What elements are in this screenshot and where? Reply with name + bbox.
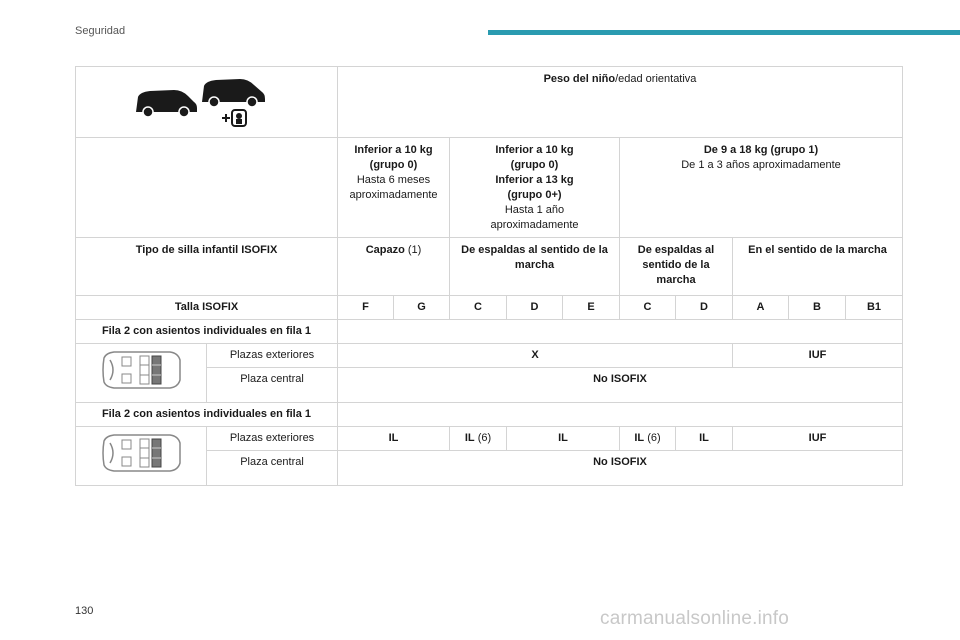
seat-layout-cell	[76, 427, 207, 486]
value-cell: IL	[507, 427, 620, 451]
value-cell: X	[338, 344, 733, 368]
size-cell: D	[507, 296, 563, 320]
group-b-cell: Inferior a 10 kg (grupo 0) Inferior a 13 kg (grupo 0+) Hasta 1 año aproximadamente	[450, 138, 620, 238]
van-silhouettes-with-child-seat-icon	[132, 72, 282, 128]
value-cell: IUF	[733, 344, 903, 368]
section-2-title: Fila 2 con asientos individuales en fila 1	[76, 403, 338, 427]
outer-seats-label: Plazas exteriores	[207, 427, 338, 451]
accent-bar	[488, 30, 960, 35]
size-cell: B1	[846, 296, 903, 320]
value-cell: No ISOFIX	[338, 368, 903, 403]
value-cell: IL	[338, 427, 450, 451]
size-cell: A	[733, 296, 789, 320]
seat-type-label: Tipo de silla infantil ISOFIX	[76, 238, 338, 296]
size-cell: C	[450, 296, 507, 320]
van-icon-cell	[76, 67, 338, 138]
isofix-size-label: Talla ISOFIX	[76, 296, 338, 320]
center-seat-label: Plaza central	[207, 451, 338, 486]
isofix-table	[75, 66, 903, 486]
value-cell: No ISOFIX	[338, 451, 903, 486]
size-cell: F	[338, 296, 394, 320]
forward-facing-cell: En el sentido de la marcha	[733, 238, 903, 296]
outer-seats-label: Plazas exteriores	[207, 344, 338, 368]
weight-header-rest: /edad orientativa	[615, 73, 697, 85]
capazo-cell: Capazo (1)	[338, 238, 450, 296]
watermark: carmanualsonline.info	[600, 608, 790, 629]
group-a-cell: Inferior a 10 kg (grupo 0) Hasta 6 meses aproximadamente	[338, 138, 450, 238]
vehicle-seat-layout-icon	[96, 348, 186, 392]
value-cell: IL (6)	[450, 427, 507, 451]
section-title: Seguridad	[75, 25, 126, 37]
rear-facing-cell-1: De espaldas al sentido de la marcha	[450, 238, 620, 296]
center-seat-label: Plaza central	[207, 368, 338, 403]
size-cell: D	[676, 296, 733, 320]
vehicle-seat-layout-icon	[96, 431, 186, 475]
section-1-title: Fila 2 con asientos individuales en fila 1	[76, 320, 338, 344]
size-cell: E	[563, 296, 620, 320]
size-cell: G	[394, 296, 450, 320]
size-cell: C	[620, 296, 676, 320]
seat-layout-cell	[76, 344, 207, 403]
size-cell: B	[789, 296, 846, 320]
value-cell: IUF	[733, 427, 903, 451]
weight-header-bold: Peso del niño	[543, 73, 616, 85]
group-c-cell: De 9 a 18 kg (grupo 1) De 1 a 3 años aproximadamente	[620, 138, 903, 238]
value-cell: IL (6)	[620, 427, 676, 451]
value-cell: IL	[676, 427, 733, 451]
rear-facing-cell-2: De espaldas al sentido de la marcha	[620, 238, 733, 296]
page-number: 130	[75, 605, 94, 617]
